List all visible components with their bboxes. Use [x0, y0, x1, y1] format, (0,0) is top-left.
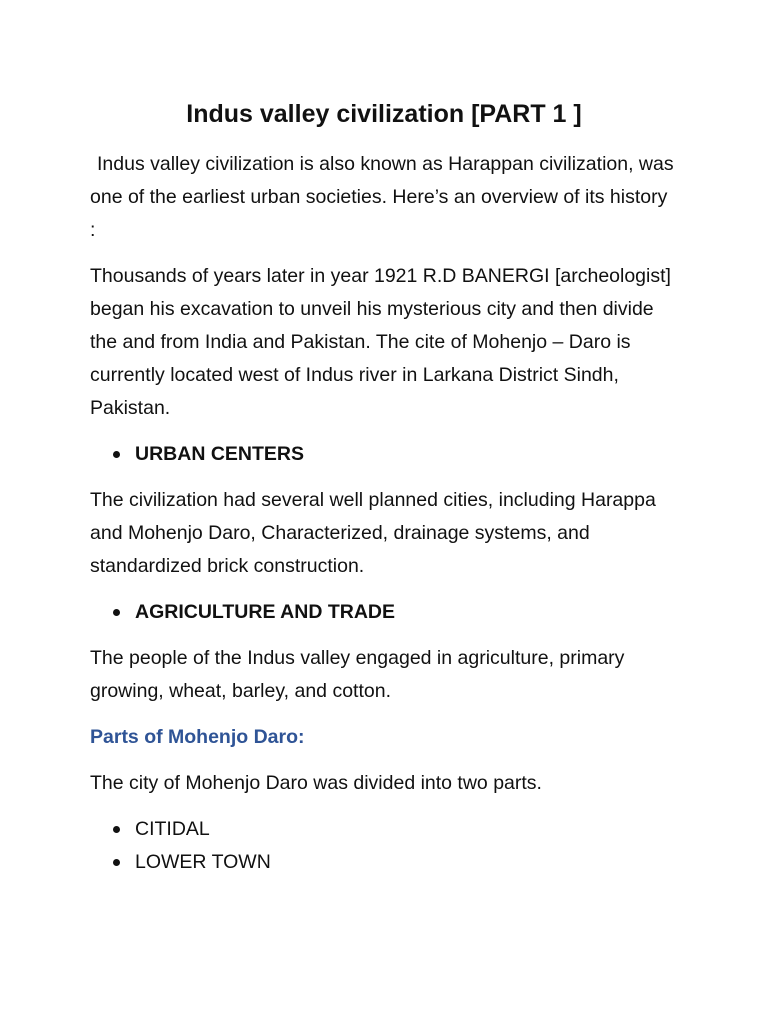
urban-centers-heading-list — [90, 438, 678, 471]
bullet-icon — [113, 826, 120, 833]
urban-centers-heading-text: URBAN CENTERS — [135, 443, 305, 465]
agriculture-heading-text: AGRICULTURE AND TRADE — [135, 601, 395, 623]
urban-centers-heading — [90, 438, 678, 471]
parts-subheading: Parts of Mohenjo Daro: — [90, 726, 305, 748]
list-item — [90, 846, 678, 879]
parts-paragraph: The city of Mohenjo Daro was divided into two parts. — [90, 772, 542, 794]
parts-list — [90, 813, 678, 879]
agriculture-heading — [90, 596, 678, 629]
intro-paragraph: Indus valley civilization is also known as Harappan civilization, was one of the earliest urban societies. Here’s an overview of its history : — [90, 153, 674, 241]
bullet-icon — [113, 609, 120, 616]
bullet-icon — [113, 859, 120, 866]
document-title: Indus valley civilization [PART 1 ] — [186, 100, 582, 128]
urban-centers-paragraph: The civilization had several well planned cities, including Harappa and Mohenjo Daro, Characterized, drainage systems, and standardized brick construction. — [90, 489, 656, 577]
parts-list-item-text: CITIDAL — [135, 818, 210, 840]
history-paragraph: Thousands of years later in year 1921 R.D BANERGI [archeologist] began his excavation to unveil his mysterious city and then divide the and from India and Pakistan. The cite of Mohenjo – Daro is currently located west of Indus river in Larkana District Sindh, Pakistan. — [90, 265, 671, 419]
list-item — [90, 813, 678, 846]
agriculture-paragraph: The people of the Indus valley engaged in agriculture, primary growing, wheat, barley, and cotton. — [90, 647, 625, 702]
parts-list-item-text: LOWER TOWN — [135, 851, 271, 873]
bullet-icon — [113, 451, 120, 458]
agriculture-heading-list — [90, 596, 678, 629]
